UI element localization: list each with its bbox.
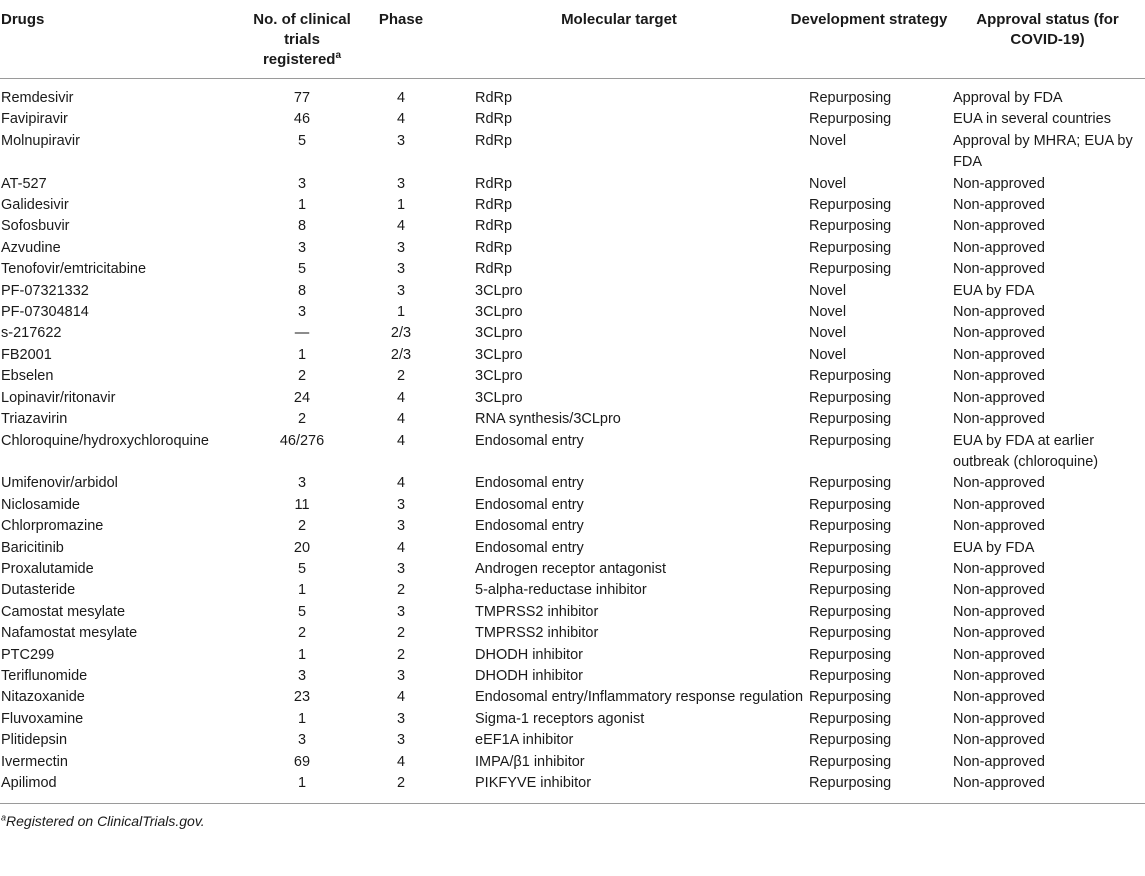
cell-strategy: Repurposing [809,625,892,642]
cell-trials: 20 [293,539,311,556]
cell-target: RdRp [475,90,513,106]
cell-strategy: Repurposing [809,603,892,620]
cell-drug: Chlorpromazine [1,518,104,535]
cell-target: 3CLpro [475,346,523,363]
cell-phase: 4 [396,218,406,235]
cell-phase: 3 [396,560,406,577]
cell-status: Non-approved [953,218,1045,235]
footnote-marker: a [1,812,7,823]
table-row [0,216,1145,237]
cell-target: RdRp [475,239,513,256]
cell-phase: 4 [396,539,406,556]
cell-status: Non-approved [953,732,1045,749]
cell-strategy: Repurposing [809,197,892,214]
cell-status: Non-approved [953,325,1045,342]
table-row [0,281,1145,302]
table-row [0,666,1145,687]
cell-status: Non-approved [953,710,1045,727]
cell-trials: 1 [297,197,307,214]
cell-strategy: Repurposing [809,389,892,406]
cell-target: DHODH inhibitor [475,646,583,663]
cell-target: 3CLpro [475,304,523,321]
cell-drug: Ivermectin [1,753,68,770]
cell-trials: 2 [297,518,307,535]
cell-phase: 2 [396,646,406,663]
cell-target: eEF1A inhibitor [475,732,574,749]
cell-drug: Camostat mesylate [1,603,126,620]
cell-strategy: Repurposing [809,560,892,577]
cell-phase: 4 [396,111,406,128]
cell-strategy: Repurposing [809,475,892,492]
cell-drug: FB2001 [1,346,52,363]
header-phase: Phase [378,11,424,28]
cell-status: EUA by FDA [953,539,1035,556]
cell-strategy: Novel [809,282,847,299]
cell-status: Non-approved [953,560,1045,577]
cell-strategy: Repurposing [809,218,892,235]
cell-target: Endosomal entry/Inflammatory response regulation [475,689,804,706]
cell-strategy: Repurposing [809,667,892,684]
cell-status: Non-approved [953,368,1045,385]
cell-phase: 4 [396,90,406,106]
table-row [0,709,1145,730]
cell-phase: 1 [396,304,406,321]
cell-status: Non-approved [953,239,1045,256]
cell-drug: Niclosamide [1,496,80,513]
cell-status: Non-approved [953,261,1045,278]
table-row [0,79,1145,110]
cell-target: Androgen receptor antagonist [475,560,667,577]
cell-trials: 1 [297,710,307,727]
cell-phase: 2 [396,625,406,642]
table-row [0,752,1145,773]
cell-drug: Proxalutamide [1,560,94,577]
cell-drug: Sofosbuvir [1,218,70,235]
cell-strategy: Repurposing [809,239,892,256]
cell-phase: 3 [396,667,406,684]
cell-strategy: Novel [809,132,847,149]
table-row [0,345,1145,366]
cell-status: Non-approved [953,411,1045,428]
table-row [0,302,1145,323]
cell-target: PIKFYVE inhibitor [475,775,592,791]
cell-strategy: Repurposing [809,539,892,556]
cell-drug: Plitidepsin [1,732,68,749]
cell-trials: 8 [297,282,307,299]
cell-trials: 1 [297,582,307,599]
table-row [0,323,1145,344]
cell-target: Endosomal entry [475,539,584,556]
cell-strategy: Repurposing [809,753,892,770]
table-row [0,131,1145,174]
cell-phase: 3 [396,282,406,299]
cell-target: RNA synthesis/3CLpro [475,411,621,428]
cell-status: Non-approved [953,197,1045,214]
cell-target: Sigma-1 receptors agonist [475,710,645,727]
cell-phase: 1 [396,197,406,214]
cell-target: IMPA/β1 inhibitor [475,753,585,770]
table-row [0,730,1145,751]
cell-phase: 2 [396,775,406,791]
table-row [0,773,1145,804]
cell-target: DHODH inhibitor [475,667,583,684]
cell-strategy: Repurposing [809,111,892,128]
cell-drug: Nitazoxanide [1,689,85,706]
footnote-text: Registered on ClinicalTrials.gov. [6,813,205,830]
cell-target: 3CLpro [475,282,523,299]
cell-strategy: Repurposing [809,582,892,599]
cell-status: Non-approved [953,646,1045,663]
table-row [0,559,1145,580]
cell-drug: Fluvoxamine [1,710,84,727]
cell-strategy: Novel [809,346,847,363]
table-row [0,473,1145,494]
cell-phase: 4 [396,389,406,406]
cell-strategy: Repurposing [809,432,892,449]
cell-phase: 4 [396,432,406,449]
cell-target: Endosomal entry [475,518,584,535]
cell-trials: 1 [297,775,307,791]
cell-target: 3CLpro [475,325,523,342]
cell-drug: Ebselen [1,368,54,385]
cell-phase: 2 [396,582,406,599]
cell-target: TMPRSS2 inhibitor [475,603,599,620]
footnote [0,804,1145,829]
cell-phase: 3 [396,261,406,278]
cell-target: RdRp [475,197,513,214]
cell-target: Endosomal entry [475,475,584,492]
cell-drug: Baricitinib [1,539,64,556]
cell-status: Non-approved [953,518,1045,535]
cell-trials: — [294,325,310,342]
cell-status: Approval by FDA [953,90,1063,106]
cell-strategy: Repurposing [809,518,892,535]
cell-drug: AT-527 [1,175,47,192]
cell-strategy: Repurposing [809,261,892,278]
cell-phase: 4 [396,689,406,706]
cell-status: EUA in several countries [953,111,1111,128]
cell-trials: 5 [297,132,307,149]
cell-strategy: Repurposing [809,646,892,663]
header-status: Approval status (for COVID-19) [976,11,1119,48]
cell-drug: Apilimod [1,775,57,791]
cell-trials: 3 [297,304,307,321]
cell-trials: 3 [297,175,307,192]
table-body [0,79,1145,804]
cell-phase: 3 [396,603,406,620]
cell-trials: 3 [297,667,307,684]
cell-trials: 8 [297,218,307,235]
cell-drug: Triazavirin [1,411,68,428]
cell-status: Non-approved [953,603,1045,620]
cell-target: RdRp [475,175,513,192]
table-row [0,580,1145,601]
cell-trials: 46 [293,111,311,128]
cell-drug: s-217622 [1,325,62,342]
cell-trials: 77 [293,90,311,106]
cell-status: Non-approved [953,582,1045,599]
cell-target: TMPRSS2 inhibitor [475,625,599,642]
cell-strategy: Novel [809,175,847,192]
cell-trials: 23 [293,689,311,706]
table-row [0,174,1145,195]
cell-strategy: Novel [809,304,847,321]
table-row [0,259,1145,280]
cell-trials: 2 [297,625,307,642]
cell-drug: Remdesivir [1,90,74,106]
cell-phase: 3 [396,175,406,192]
header-target: Molecular target [561,11,677,28]
cell-phase: 3 [396,518,406,535]
cell-phase: 3 [396,132,406,149]
table-row [0,495,1145,516]
cell-target: RdRp [475,132,513,149]
header-strategy: Development strategy [790,11,948,28]
header-trials-footnote-marker: a [335,50,342,61]
cell-trials: 3 [297,239,307,256]
header-row [0,0,1145,79]
cell-drug: Favipiravir [1,111,68,128]
table-row [0,645,1145,666]
cell-phase: 3 [396,239,406,256]
cell-drug: Galidesivir [1,197,69,214]
header-trials [251,0,353,79]
cell-status: EUA by FDA [953,282,1035,299]
cell-phase: 2/3 [390,346,412,363]
cell-trials: 1 [297,646,307,663]
cell-status: EUA by FDA at earlier outbreak (chloroquine) [953,432,1099,470]
cell-drug: Azvudine [1,239,61,256]
cell-status: Approval by MHRA; EUA by FDA [953,132,1133,171]
cell-strategy: Repurposing [809,90,892,106]
cell-strategy: Novel [809,325,847,342]
cell-trials: 5 [297,560,307,577]
cell-status: Non-approved [953,753,1045,770]
table-row [0,109,1145,130]
cell-drug: PF-07304814 [1,304,89,321]
cell-drug: Chloroquine/hydroxychloroquine [1,432,209,449]
header-trials-label: No. of clinical trials registered [253,11,351,68]
cell-drug: Umifenovir/arbidol [1,475,118,492]
cell-phase: 3 [396,710,406,727]
cell-target: 3CLpro [475,368,523,385]
table-row [0,409,1145,430]
cell-drug: PF-07321332 [1,282,89,299]
cell-status: Non-approved [953,175,1045,192]
cell-phase: 3 [396,496,406,513]
cell-phase: 2 [396,368,406,385]
cell-status: Non-approved [953,304,1045,321]
cell-status: Non-approved [953,475,1045,492]
table-row [0,602,1145,623]
cell-trials: 3 [297,475,307,492]
cell-status: Non-approved [953,689,1045,706]
cell-drug: Dutasteride [1,582,76,599]
table-row [0,388,1145,409]
cell-drug: Teriflunomide [1,667,88,684]
cell-trials: 46/276 [279,432,325,449]
table-row [0,238,1145,259]
cell-strategy: Repurposing [809,775,892,791]
cell-status: Non-approved [953,389,1045,406]
table-row [0,687,1145,708]
cell-target: 5-alpha-reductase inhibitor [475,582,647,599]
table-row [0,516,1145,537]
cell-trials: 69 [293,753,311,770]
cell-target: RdRp [475,261,513,278]
cell-strategy: Repurposing [809,496,892,513]
cell-drug: PTC299 [1,646,55,663]
cell-status: Non-approved [953,667,1045,684]
cell-drug: Lopinavir/ritonavir [1,389,116,406]
table-row [0,623,1145,644]
cell-target: Endosomal entry [475,496,584,513]
cell-phase: 3 [396,732,406,749]
cell-status: Non-approved [953,346,1045,363]
cell-target: 3CLpro [475,389,523,406]
cell-trials: 1 [297,346,307,363]
cell-drug: Tenofovir/emtricitabine [1,261,147,278]
cell-trials: 5 [297,603,307,620]
cell-status: Non-approved [953,775,1045,791]
cell-phase: 4 [396,411,406,428]
cell-strategy: Repurposing [809,368,892,385]
cell-drug: Nafamostat mesylate [1,625,138,642]
cell-trials: 11 [294,496,310,513]
cell-phase: 2/3 [390,325,412,342]
cell-status: Non-approved [953,625,1045,642]
cell-trials: 2 [297,411,307,428]
cell-trials: 24 [293,389,311,406]
cell-target: Endosomal entry [475,432,584,449]
cell-strategy: Repurposing [809,411,892,428]
table-row [0,195,1145,216]
cell-phase: 4 [396,753,406,770]
cell-trials: 3 [297,732,307,749]
cell-trials: 5 [297,261,307,278]
cell-drug: Molnupiravir [1,132,80,149]
cell-target: RdRp [475,218,513,235]
cell-phase: 4 [396,475,406,492]
table-row [0,538,1145,559]
table-row [0,366,1145,387]
cell-status: Non-approved [953,496,1045,513]
cell-trials: 2 [297,368,307,385]
cell-strategy: Repurposing [809,710,892,727]
table-row [0,431,1145,474]
cell-target: RdRp [475,111,513,128]
cell-strategy: Repurposing [809,689,892,706]
header-drugs: Drugs [1,11,45,28]
table-header [0,0,1145,79]
cell-strategy: Repurposing [809,732,892,749]
